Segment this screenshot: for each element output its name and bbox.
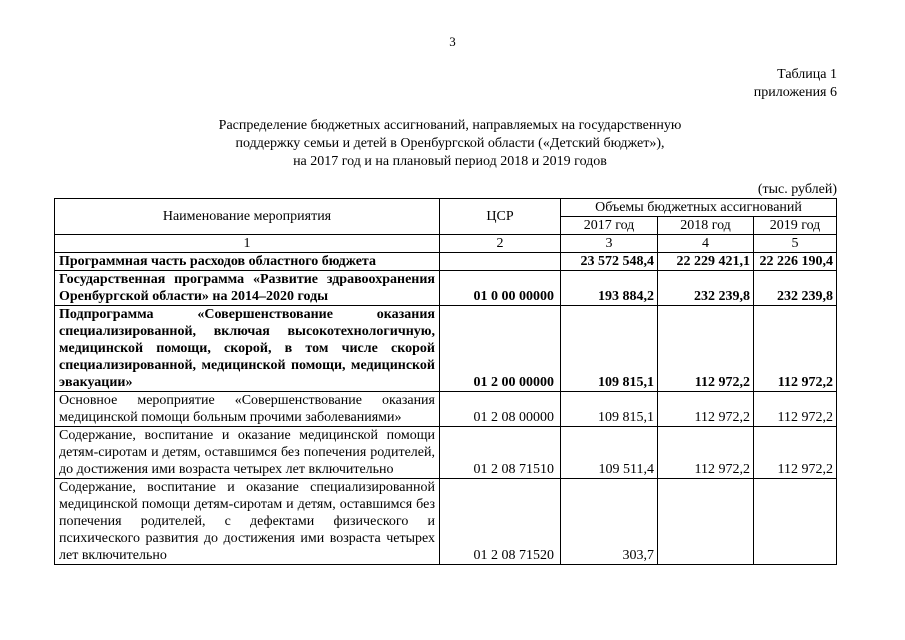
table-row [55, 479, 837, 565]
row-2017: 193 884,2 [561, 271, 658, 306]
col-number: 4 [658, 235, 754, 253]
row-2018: 22 229 421,1 [658, 253, 754, 271]
table-row [55, 306, 837, 392]
page-number: 3 [449, 34, 456, 49]
col-number: 5 [754, 235, 837, 253]
row-name: Программная часть расходов областного бюджета [55, 253, 440, 271]
row-name: Подпрограмма «Совершенствование оказания специализированной, включая высокотехнологичную, медицинской помощи, скорой, в том числе скорой специализированной, медицинской помощи, медицинской эвакуации» [55, 306, 440, 392]
col-number: 3 [561, 235, 658, 253]
row-name: Содержание, воспитание и оказание специализированной медицинской помощи детям-сиротам и детям, оставшимся без попечения родителей, с дефектами физического и психического развития до достижения ими возраста четырех лет включительно [55, 479, 440, 565]
row-2017: 109 815,1 [561, 306, 658, 392]
row-2019: 112 972,2 [754, 392, 837, 427]
document-title [150, 117, 750, 171]
table-row [55, 271, 837, 306]
title-line3: на 2017 год и на плановый период 2018 и 2019 годов [293, 154, 607, 169]
row-2018: 112 972,2 [658, 427, 754, 479]
header-name: Наименование мероприятия [55, 199, 440, 235]
row-csr [440, 253, 561, 271]
row-2019: 232 239,8 [754, 271, 837, 306]
row-2018: 112 972,2 [658, 392, 754, 427]
table-reference [754, 66, 837, 102]
budget-table [54, 198, 837, 565]
row-2017: 23 572 548,4 [561, 253, 658, 271]
title-line1: Распределение бюджетных ассигнований, направляемых на государственную [218, 118, 682, 133]
row-2019: 22 226 190,4 [754, 253, 837, 271]
table-row [55, 392, 837, 427]
column-number-row [55, 235, 837, 253]
row-2019: 112 972,2 [754, 306, 837, 392]
units-label: (тыс. рублей) [757, 182, 837, 197]
header-2017: 2017 год [561, 217, 658, 235]
row-csr: 01 2 00 00000 [440, 306, 561, 392]
header-2019: 2019 год [754, 217, 837, 235]
row-2017: 303,7 [561, 479, 658, 565]
row-2017: 109 511,4 [561, 427, 658, 479]
row-2018: 112 972,2 [658, 306, 754, 392]
title-line2: поддержку семьи и детей в Оренбургской области («Детский бюджет»), [235, 136, 665, 151]
col-number: 2 [440, 235, 561, 253]
table-ref-line1: Таблица 1 [777, 67, 837, 82]
header-2018: 2018 год [658, 217, 754, 235]
header-volumes: Объемы бюджетных ассигнований [561, 199, 837, 217]
table-row [55, 253, 837, 271]
row-csr: 01 2 08 00000 [440, 392, 561, 427]
row-2019 [754, 479, 837, 565]
header-row-1 [55, 199, 837, 217]
col-number: 1 [55, 235, 440, 253]
row-2019: 112 972,2 [754, 427, 837, 479]
row-csr: 01 0 00 00000 [440, 271, 561, 306]
row-name: Основное мероприятие «Совершенствование оказания медицинской помощи больным прочими заболеваниями» [55, 392, 440, 427]
header-csr: ЦСР [440, 199, 561, 235]
table-row [55, 427, 837, 479]
row-2018: 232 239,8 [658, 271, 754, 306]
row-csr: 01 2 08 71520 [440, 479, 561, 565]
table-ref-line2: приложения 6 [753, 85, 837, 100]
row-name: Государственная программа «Развитие здравоохранения Оренбургской области» на 2014–2020 годы [55, 271, 440, 306]
row-2018 [658, 479, 754, 565]
row-name: Содержание, воспитание и оказание медицинской помощи детям-сиротам и детям, оставшимся без попечения родителей, до достижения ими возраста четырех лет включительно [55, 427, 440, 479]
row-csr: 01 2 08 71510 [440, 427, 561, 479]
row-2017: 109 815,1 [561, 392, 658, 427]
